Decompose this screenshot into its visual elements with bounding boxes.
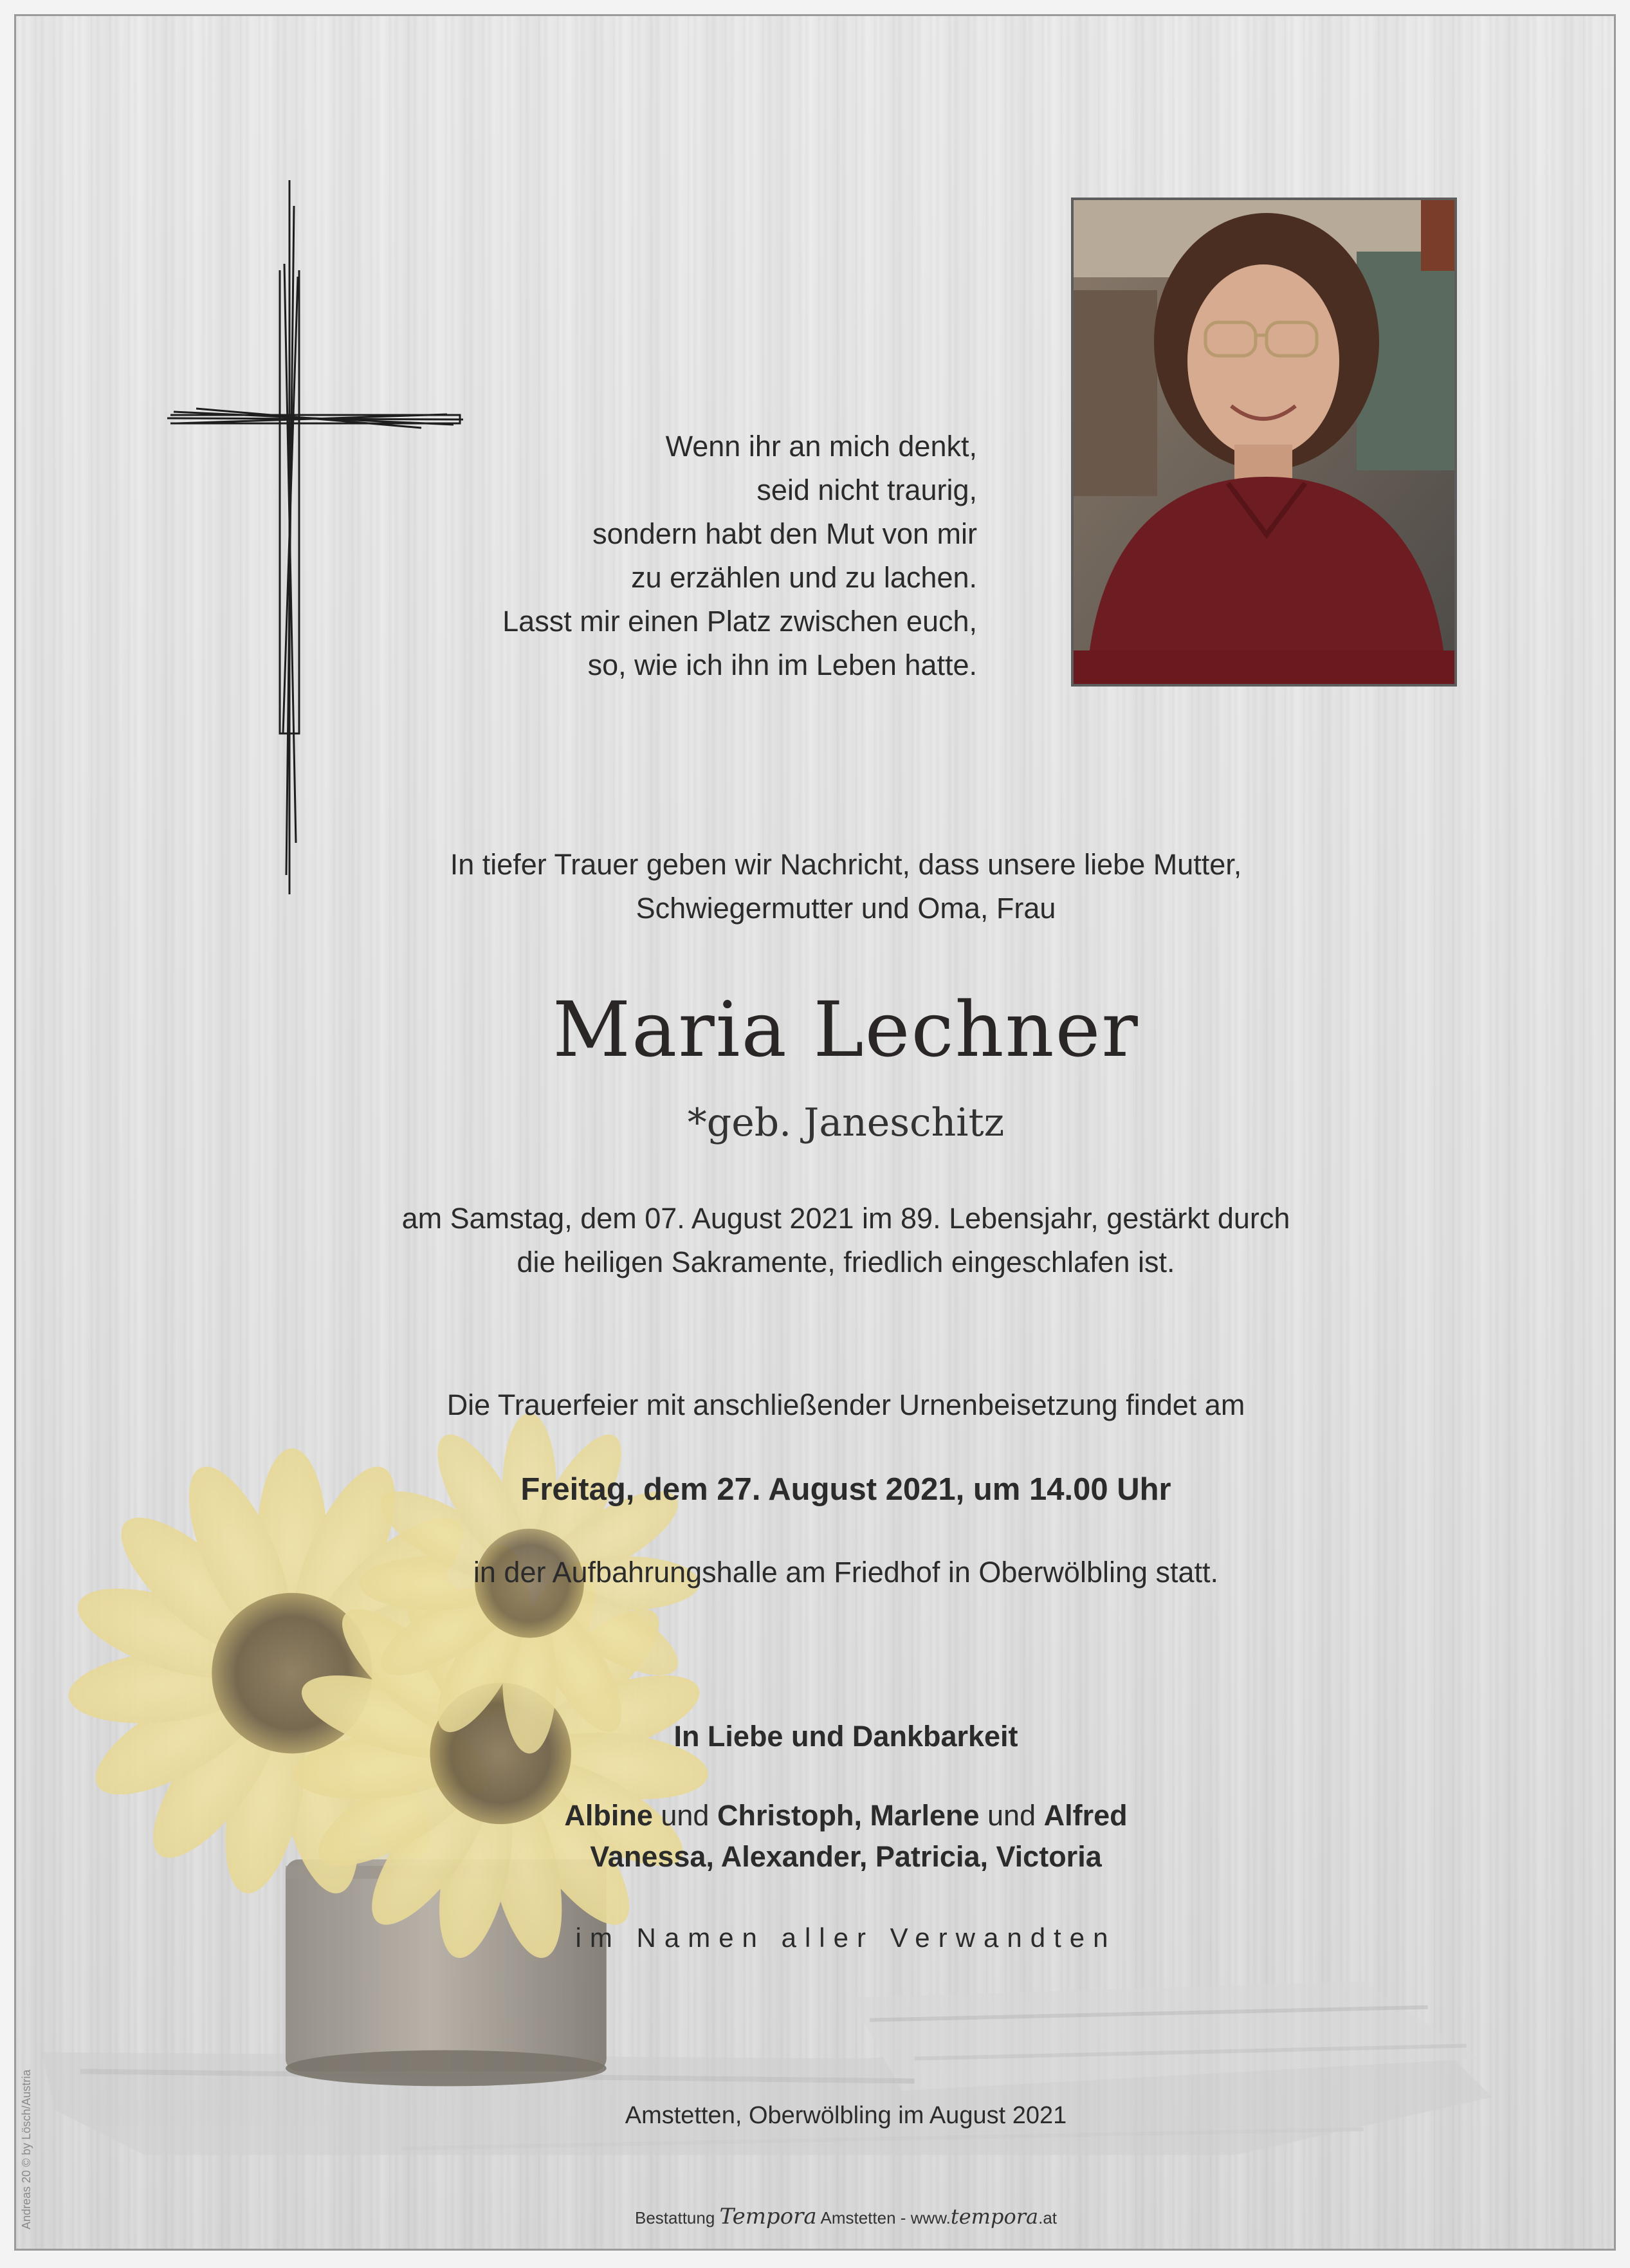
mourner-name: Albine xyxy=(564,1799,653,1832)
footer-prefix: Bestattung xyxy=(634,2208,715,2227)
announcement-line: In tiefer Trauer geben wir Nachricht, dass unsere liebe Mutter, xyxy=(450,848,1242,881)
conjunction: und xyxy=(652,1799,717,1832)
quote-line: Lasst mir einen Platz zwischen euch, xyxy=(502,605,977,638)
cross-icon xyxy=(151,167,473,901)
ceremony-datetime: Freitag, dem 27. August 2021, um 14.00 Uhr xyxy=(520,1472,1171,1507)
conjunction: und xyxy=(979,1799,1044,1832)
funeral-home-footer xyxy=(145,2204,1547,2231)
announcement-line: Schwiegermutter und Oma, Frau xyxy=(636,892,1056,925)
quote-line: so, wie ich ihn im Leben hatte. xyxy=(587,649,977,681)
ceremony-intro: Die Trauerfeier mit anschließender Urnenbeisetzung findet am xyxy=(446,1388,1245,1421)
quote-line: seid nicht traurig, xyxy=(756,474,977,506)
mourners-grandchildren: Vanessa, Alexander, Patricia, Victoria xyxy=(590,1840,1102,1873)
death-notice-line: die heiligen Sakramente, friedlich eingeschlafen ist. xyxy=(517,1246,1175,1278)
quote-line: sondern habt den Mut von mir xyxy=(592,517,977,550)
death-notice xyxy=(145,1197,1547,1284)
obituary-card xyxy=(14,14,1616,2251)
death-notice-line: am Samstag, dem 07. August 2021 im 89. Lebensjahr, gestärkt durch xyxy=(401,1202,1290,1235)
quote-line: Wenn ihr an mich denkt, xyxy=(665,430,977,463)
design-credit: Andreas 20 © by Lösch/Austria xyxy=(20,2069,33,2229)
announcement xyxy=(145,843,1547,930)
mourner-name: Christoph, Marlene xyxy=(717,1799,980,1832)
footer-brand: Tempora xyxy=(719,2204,817,2229)
mourners-row xyxy=(145,1795,1547,1836)
deceased-photo xyxy=(1071,198,1457,687)
footer-town: Amstetten xyxy=(820,2208,896,2227)
mourners-closing: im Namen aller Verwandten xyxy=(575,1922,1117,1953)
footer-website[interactable] xyxy=(910,2204,1058,2229)
mourners-heading: In Liebe und Dankbarkeit xyxy=(673,1720,1018,1753)
website-suffix: .at xyxy=(1038,2208,1058,2227)
deceased-name: Maria Lechner xyxy=(553,985,1139,1074)
memorial-quote xyxy=(502,425,977,687)
website-brand: tempora xyxy=(950,2204,1039,2229)
mourner-name: Alfred xyxy=(1043,1799,1128,1832)
website-prefix: www. xyxy=(910,2208,951,2227)
place-date: Amstetten, Oberwölbling im August 2021 xyxy=(625,2102,1067,2129)
quote-line: zu erzählen und zu lachen. xyxy=(631,561,977,594)
ceremony-location: in der Aufbahrungshalle am Friedhof in Oberwölbling statt. xyxy=(473,1556,1219,1589)
footer-separator: - xyxy=(900,2208,906,2227)
birth-name: *geb. Janeschitz xyxy=(687,1100,1005,1145)
